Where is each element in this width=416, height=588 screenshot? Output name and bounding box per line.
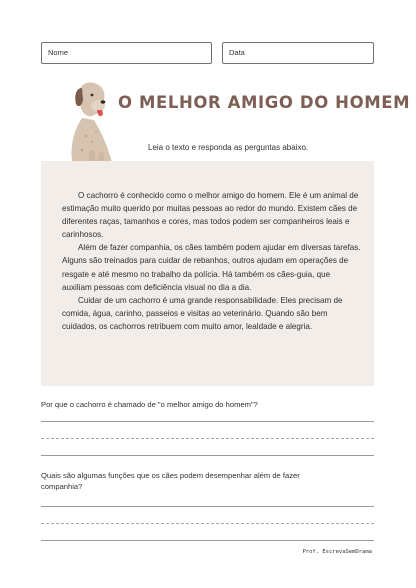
answer-guide-line: [41, 523, 374, 524]
paragraph: O cachorro é conhecido como o melhor amigo do homem. Ele é um animal de estimação muito querido por muitas pessoas ao redor do mundo. Existem cães de diferentes raças, tamanhos e cores, mas todos podem ser companheiros leais e carinhosos.: [62, 191, 359, 240]
answer-line[interactable]: [41, 506, 374, 507]
answer-guide-line: [41, 438, 374, 439]
page-title: O MELHOR AMIGO DO HOMEM: [118, 93, 411, 112]
question-2: Quais são algumas funções que os cães podem desempenhar além de fazer companhia?: [41, 471, 300, 491]
instruction-text: Leia o texto e responda as perguntas abaixo.: [148, 143, 309, 152]
date-label: Data: [229, 48, 245, 57]
date-field[interactable]: [222, 42, 374, 64]
question-1: Por que o cachorro é chamado de "o melhor amigo do homem"?: [41, 400, 258, 409]
name-label: Nome: [48, 48, 69, 57]
author-credit: Prof. EscrevaSemDrama: [302, 549, 372, 555]
answer-line[interactable]: [41, 421, 374, 422]
answer-line[interactable]: [41, 455, 374, 456]
reading-text-box: [41, 161, 374, 386]
paragraph: Além de fazer companhia, os cães também podem ajudar em diversas tarefas. Alguns são treinados para cuidar de rebanhos, outros ajudam em operações de resgate e até mesmo no trabalho da polícia. Há também os cães-guia, que auxiliam pessoas com deficiência visual no dia a dia.: [62, 243, 361, 292]
answer-line[interactable]: [41, 540, 374, 541]
name-field[interactable]: [41, 42, 212, 64]
paragraph: Cuidar de um cachorro é uma grande responsabilidade. Eles precisam de comida, água, carinho, passeios e visitas ao veterinário. Quando são bem cuidados, os cachorros retribuem com muito amor, lealdade e alegria.: [62, 295, 343, 331]
